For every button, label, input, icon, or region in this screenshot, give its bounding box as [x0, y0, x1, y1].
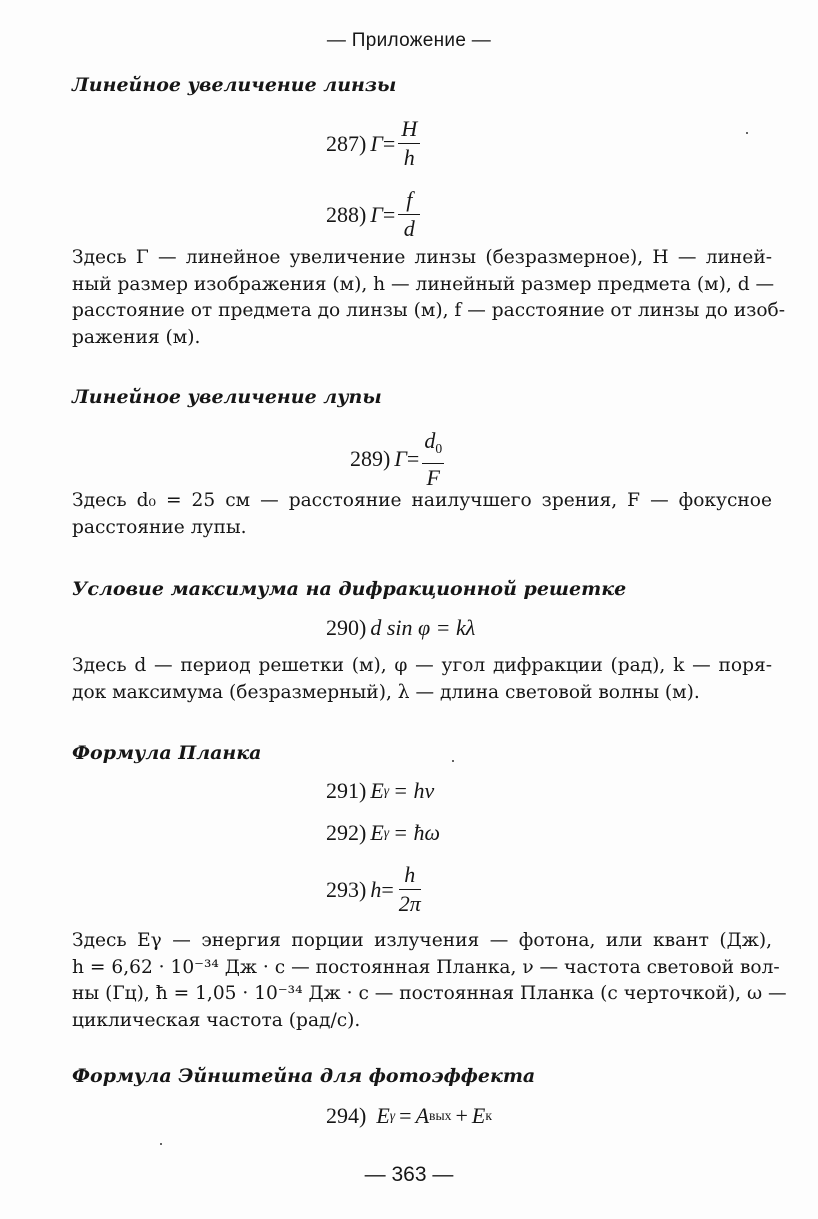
paragraph-line: Здесь Eγ — энергия порции излучения — фотона, или квант (Дж), — [72, 930, 772, 951]
plus-sign: + — [455, 1103, 468, 1128]
formula-lhs-subscript: γ — [383, 825, 390, 840]
paragraph-line: ный размер изображения (м), h — линейный размер предмета (м), d — — [72, 273, 775, 295]
formula-292 — [326, 820, 440, 846]
formula-rhs: = hν — [393, 778, 435, 803]
formula-number: 288) — [326, 201, 367, 227]
formula-lhs: Γ — [370, 201, 383, 227]
formula-number: 289) — [350, 446, 391, 472]
work-function-subscript: вых — [429, 1108, 452, 1123]
denominator: h — [403, 145, 415, 170]
formula-rhs: = ħω — [393, 820, 441, 845]
formula-289 — [350, 428, 444, 491]
formula-number: 290) — [326, 615, 367, 640]
formula-287 — [326, 116, 420, 171]
numerator — [422, 428, 444, 464]
paragraph-magnifier — [72, 488, 772, 541]
fraction — [397, 862, 423, 917]
fraction — [398, 187, 420, 242]
print-speck — [746, 132, 748, 134]
paragraph-line: Здесь Γ — линейное увеличение линзы (безразмерное), H — линей- — [72, 247, 772, 268]
numerator: H — [398, 116, 420, 144]
formula-290 — [326, 615, 475, 641]
paragraph-grating — [72, 653, 772, 706]
formula-lhs: E — [370, 778, 384, 803]
denominator: d — [403, 216, 415, 241]
formula-lhs-subscript: γ — [383, 783, 390, 798]
section-title-photoeffect: Формула Эйнштейна для фотоэффекта — [72, 1065, 536, 1087]
paragraph-line: док максимума (безразмерный), λ — длина световой волны (м). — [72, 681, 700, 703]
formula-lhs: E — [376, 1103, 390, 1128]
numerator-subscript: 0 — [435, 440, 443, 456]
print-speck — [452, 760, 454, 762]
equals-sign: = — [399, 1103, 412, 1128]
equals-sign: = — [382, 130, 396, 156]
formula-number: 287) — [326, 130, 367, 156]
formula-lhs: E — [370, 820, 384, 845]
paragraph-line: h = 6,62 · 10⁻³⁴ Дж · с — постоянная Планка, ν — частота световой вол- — [72, 956, 780, 978]
formula-293 — [326, 862, 423, 917]
paragraph-planck — [72, 928, 787, 1034]
numerator-symbol: d — [424, 428, 436, 453]
running-header: — Приложение — — [326, 30, 492, 51]
fraction — [398, 116, 420, 171]
paragraph-line: расстояние от предмета до линзы (м), f — расстояние от линзы до изоб- — [72, 300, 786, 321]
formula-lhs: h — [370, 876, 382, 902]
fraction — [422, 428, 444, 491]
equals-sign: = — [406, 446, 420, 472]
paragraph-line: Здесь d — период решетки (м), φ — угол дифракции (рад), k — поря- — [72, 655, 772, 676]
section-title-lens: Линейное увеличение линзы — [72, 74, 397, 96]
page-number: — 363 — — [364, 1163, 454, 1186]
paragraph-line: ны (Гц), ħ = 1,05 · 10⁻³⁴ Дж · с — постоянная Планка (с черточкой), ω — — [72, 983, 787, 1004]
formula-expression: d sin φ = kλ — [370, 615, 476, 640]
numerator: h — [399, 862, 421, 890]
section-title-planck: Формула Планка — [72, 742, 262, 764]
equals-sign: = — [381, 876, 394, 902]
formula-291 — [326, 778, 434, 804]
paragraph-lens — [72, 245, 786, 351]
formula-294 — [326, 1103, 492, 1129]
paragraph-line: ражения (м). — [72, 326, 201, 348]
paragraph-line: расстояние лупы. — [72, 516, 247, 538]
formula-number: 293) — [326, 876, 367, 902]
section-title-magnifier: Линейное увеличение лупы — [72, 386, 382, 408]
formula-number: 292) — [326, 820, 367, 845]
denominator: 2π — [398, 891, 421, 916]
kinetic-energy-subscript: к — [485, 1108, 492, 1123]
denominator: F — [426, 464, 440, 490]
formula-288 — [326, 187, 420, 242]
section-title-grating: Условие максимума на дифракционной решетке — [72, 578, 627, 600]
paragraph-line: Здесь d₀ = 25 см — расстояние наилучшего зрения, F — фокусное — [72, 490, 772, 511]
formula-number: 294) — [326, 1103, 367, 1128]
formula-number: 291) — [326, 778, 367, 803]
kinetic-energy: E — [471, 1103, 486, 1128]
equals-sign: = — [382, 201, 396, 227]
formula-lhs: Γ — [394, 446, 407, 472]
numerator: f — [398, 187, 420, 215]
work-function: A — [415, 1103, 430, 1128]
formula-lhs-subscript: γ — [389, 1108, 396, 1123]
print-speck — [160, 1143, 162, 1145]
paragraph-line: циклическая частота (рад/с). — [72, 1009, 361, 1031]
formula-lhs: Γ — [370, 130, 383, 156]
